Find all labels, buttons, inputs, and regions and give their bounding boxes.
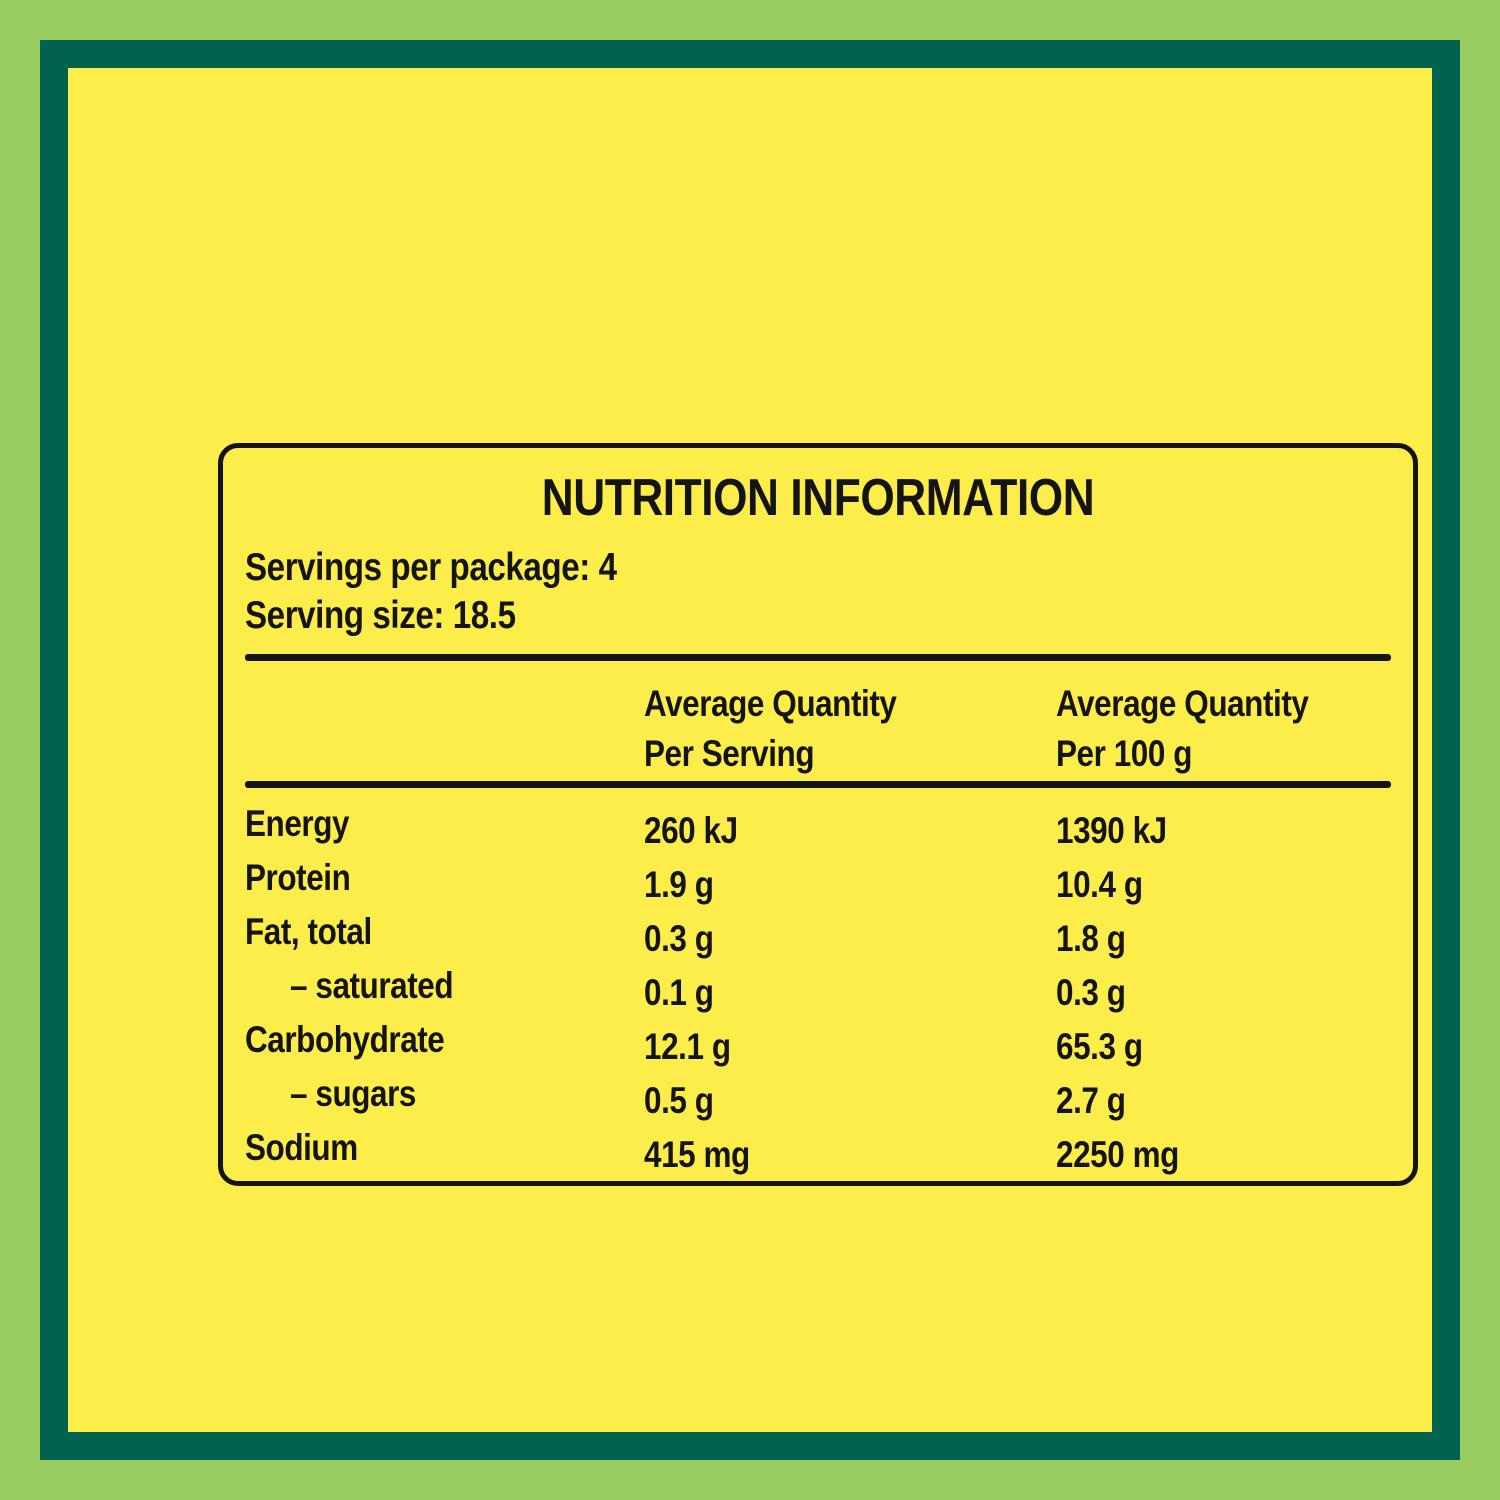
- table-row-sugars: [245, 1072, 1391, 1126]
- header-per-100g: [1056, 679, 1391, 779]
- header-per-100g-line2: Per 100 g: [1056, 733, 1193, 774]
- row-value-per-100g: 2250 mg: [1056, 1134, 1179, 1175]
- divider-header: [245, 781, 1391, 788]
- header-per-100g-line1: Average Quantity: [1056, 683, 1309, 724]
- servings-per-package-line: [245, 544, 1391, 592]
- table-row-sodium: [245, 1126, 1391, 1180]
- table-row-protein: [245, 856, 1391, 910]
- row-value-per-100g: 1.8 g: [1056, 918, 1126, 959]
- row-value-per-100g: 1390 kJ: [1056, 810, 1167, 851]
- row-label: Sodium: [245, 1127, 358, 1168]
- row-value-per-serving: 415 mg: [644, 1134, 750, 1175]
- row-value-per-serving: 260 kJ: [644, 810, 738, 851]
- header-per-serving-line2: Per Serving: [644, 733, 815, 774]
- table-row-energy: [245, 802, 1391, 856]
- serving-size-text: Serving size: 18.5: [245, 594, 516, 637]
- row-value-per-100g: 0.3 g: [1056, 972, 1126, 1013]
- row-value-per-serving: 0.3 g: [644, 918, 714, 959]
- table-header-row: [245, 679, 1391, 779]
- row-value-per-100g: 2.7 g: [1056, 1080, 1126, 1121]
- row-label: – saturated: [290, 965, 454, 1006]
- row-label: Carbohydrate: [245, 1019, 445, 1060]
- row-value-per-serving: 0.5 g: [644, 1080, 714, 1121]
- row-label: Protein: [245, 857, 351, 898]
- header-per-serving: [644, 679, 1056, 779]
- row-value-per-serving: 1.9 g: [644, 864, 714, 905]
- row-label: Energy: [245, 803, 350, 844]
- table-row-saturated: [245, 964, 1391, 1018]
- row-value-per-serving: 0.1 g: [644, 972, 714, 1013]
- header-per-serving-line1: Average Quantity: [644, 683, 897, 724]
- serving-info: [245, 544, 1391, 640]
- panel-title-text: NUTRITION INFORMATION: [541, 469, 1095, 527]
- row-label: – sugars: [290, 1073, 416, 1114]
- servings-per-package-text: Servings per package: 4: [245, 546, 617, 589]
- row-value-per-serving: 12.1 g: [644, 1026, 731, 1067]
- divider-top: [245, 654, 1391, 661]
- table-row-fat-total: [245, 910, 1391, 964]
- serving-size-line: [245, 592, 1391, 640]
- row-value-per-100g: 10.4 g: [1056, 864, 1143, 905]
- row-label: Fat, total: [245, 911, 372, 952]
- panel-title: [245, 470, 1391, 526]
- yellow-panel: [68, 68, 1432, 1432]
- nutrition-information-box: [218, 443, 1418, 1186]
- table-row-carbohydrate: [245, 1018, 1391, 1072]
- row-value-per-100g: 65.3 g: [1056, 1026, 1143, 1067]
- nutrient-rows: [245, 802, 1391, 1180]
